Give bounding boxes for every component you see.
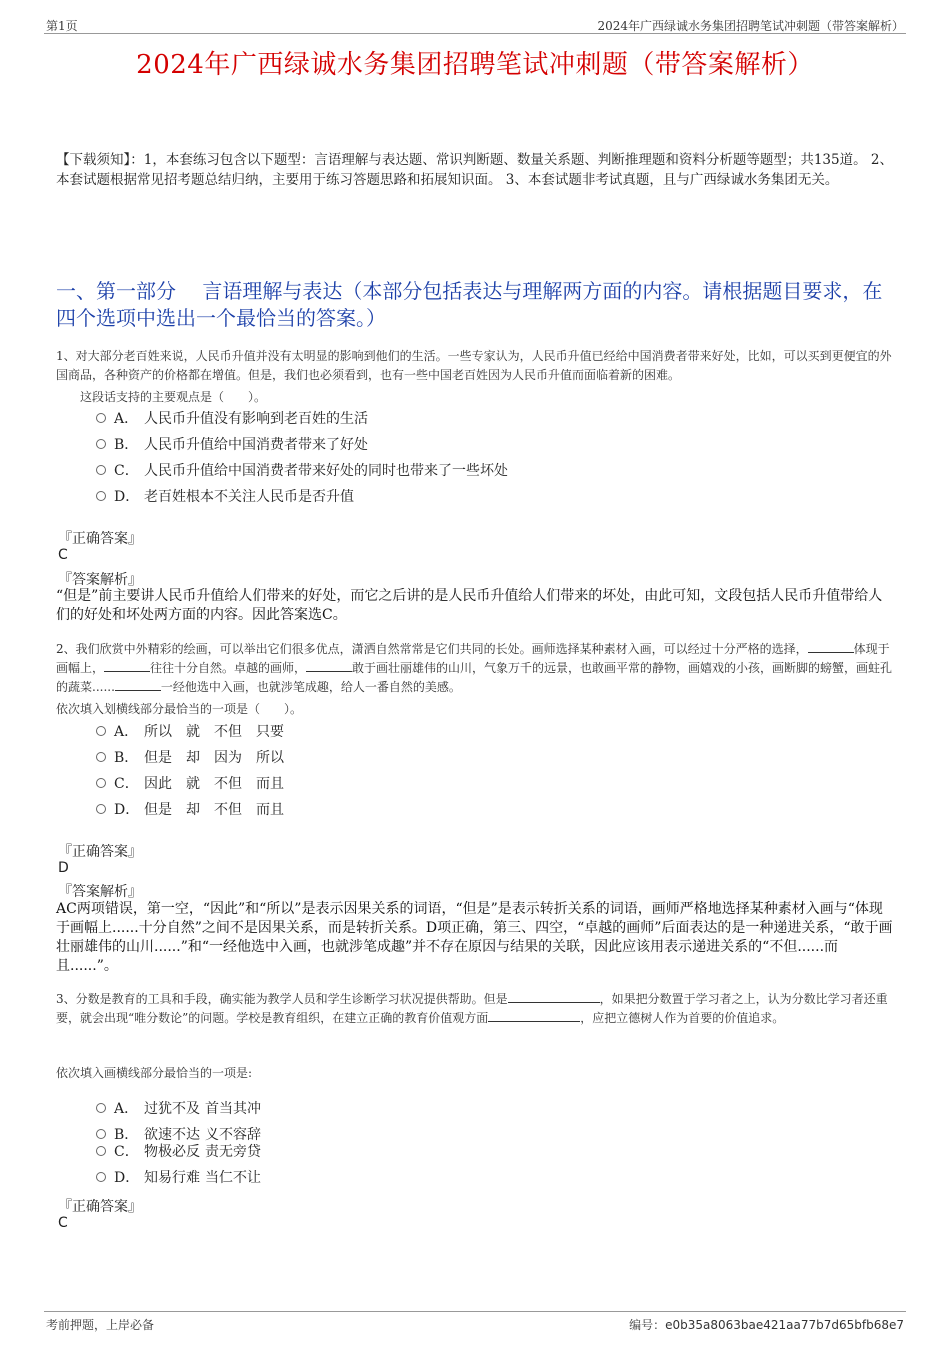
- question-3-option-d[interactable]: [96, 1168, 261, 1188]
- fill-blank-2: [488, 1009, 580, 1022]
- option-word: 但是: [144, 802, 172, 818]
- question-2-answer: D: [58, 860, 69, 876]
- fill-blank-1: [508, 990, 600, 1003]
- question-1-analysis: “但是”前主要讲人民币升值给人们带来的好处，而它之后讲的是人民币升值给人们带来的坏处，由此可知，文段包括人民币升值带给人们的好处和坏处两方面的内容。因此答案选C。: [56, 588, 883, 623]
- option-word: 因此: [144, 776, 172, 792]
- option-word: 所以: [144, 724, 172, 740]
- question-3-stem: [56, 990, 901, 1028]
- option-word: 首当其冲: [205, 1101, 261, 1117]
- option-word: 只要: [256, 724, 284, 740]
- option-key: D．: [114, 489, 140, 505]
- option-key: B．: [114, 750, 139, 766]
- option-key: C．: [114, 1144, 139, 1160]
- question-3-prompt: 依次填入画横线部分最恰当的一项是:: [56, 1066, 253, 1080]
- option-word: 而且: [256, 802, 284, 818]
- question-2-option-d[interactable]: [96, 800, 284, 820]
- question-2-analysis: AC两项错误，第一空，“因此”和“所以”是表示因果关系的词语，“但是”是表示转折关系的词语，画师严格地选择某种素材入画与“体现于画幅上......十分自然”之间不是因果关系，而是转折关系。D项正确，第三、四空，“卓越的画师”后面表达的是一种递进关系，“敢于画壮丽雄伟的山川......”和“一经他选中入画，也就涉笔成趣”并不存在原因与结果的关联，因此应该用表示递进关系的“不但......而且......”。: [56, 901, 893, 974]
- page-number: 第1页: [46, 19, 78, 33]
- question-1-answer: C: [58, 547, 68, 563]
- radio-icon[interactable]: [96, 413, 106, 423]
- option-key: A．: [114, 411, 139, 427]
- option-word: 欲速不达: [144, 1127, 200, 1143]
- option-key: A．: [114, 724, 139, 740]
- question-2-option-a[interactable]: [96, 722, 284, 742]
- option-word: 责无旁贷: [205, 1144, 261, 1160]
- question-3-option-c[interactable]: [96, 1142, 261, 1162]
- radio-icon[interactable]: [96, 752, 106, 762]
- radio-icon[interactable]: [96, 439, 106, 449]
- question-1-option-a[interactable]: [96, 409, 368, 429]
- radio-icon[interactable]: [96, 804, 106, 814]
- radio-icon[interactable]: [96, 491, 106, 501]
- stem-part: ，如果把分数置于学习者之上，认为分数比学习者还重要，就会出现“唯分数论”的问题。学校是教育组织，在建立正确的教育价值观方面: [56, 992, 888, 1025]
- stem-part: 2、我们欣赏中外精彩的绘画，可以举出它们很多优点，潇洒自然常常是它们共同的长处。画师选择某种素材入画，可以经过十分严格的选择，: [56, 642, 808, 656]
- stem-part: 往往十分自然。卓越的画师，: [150, 661, 307, 675]
- footer-slogan: 考前押题，上岸必备: [46, 1318, 155, 1332]
- question-1-option-b[interactable]: [96, 435, 368, 455]
- option-word: 却: [186, 802, 200, 818]
- option-word: 但是: [144, 750, 172, 766]
- radio-icon[interactable]: [96, 778, 106, 788]
- fill-blank-1: [808, 640, 854, 653]
- footer-code: [629, 1316, 904, 1333]
- radio-icon[interactable]: [96, 1103, 106, 1113]
- footer-code-value: e0b35a8063bae421aa77b7d65bfb68e7: [665, 1318, 904, 1332]
- option-key: D．: [114, 1170, 140, 1186]
- question-2-stem: [56, 640, 901, 697]
- option-word: 不但: [214, 724, 242, 740]
- option-word: 而且: [256, 776, 284, 792]
- option-key: C．: [114, 463, 139, 479]
- option-word: 就: [186, 724, 200, 740]
- option-word: 知易行难: [144, 1170, 200, 1186]
- question-2-prompt: 依次填入划横线部分最恰当的一项是（ ）。: [56, 702, 303, 716]
- option-word: 所以: [256, 750, 284, 766]
- option-word: 就: [186, 776, 200, 792]
- footer-divider: [44, 1311, 906, 1312]
- question-1-option-c[interactable]: [96, 461, 508, 481]
- option-key: D．: [114, 802, 140, 818]
- footer-code-label: 编号：: [629, 1318, 666, 1332]
- radio-icon[interactable]: [96, 726, 106, 736]
- question-3-answer-tag: 『正确答案』: [58, 1199, 142, 1215]
- question-2-option-c[interactable]: [96, 774, 284, 794]
- question-2-analysis-tag: 『答案解析』: [58, 884, 142, 900]
- header-divider: [44, 33, 906, 34]
- radio-icon[interactable]: [96, 1172, 106, 1182]
- option-key: B．: [114, 437, 139, 453]
- stem-part: 敢于画壮丽雄伟的山川，气象万千的远景，也敢画平常的静物，画嬉戏的小孩，画断脚的螃蟹，画蛀孔的蔬菜......: [56, 661, 893, 694]
- stem-part: 体现于画幅上，: [56, 642, 890, 675]
- section-heading: 一、第一部分 言语理解与表达（本部分包括表达与理解两方面的内容。请根据题目要求，在四个选项中选出一个最恰当的答案。）: [56, 279, 883, 330]
- option-text: 老百姓根本不关注人民币是否升值: [144, 489, 354, 505]
- stem-part: 3、分数是教育的工具和手段，确实能为教学人员和学生诊断学习状况提供帮助。但是: [56, 992, 508, 1006]
- question-2-option-b[interactable]: [96, 748, 284, 768]
- download-notice: 【下载须知】：1，本套练习包含以下题型：言语理解与表达题、常识判断题、数量关系题、判断推理题和资料分析题等题型；共135道。 2、本套试题根据常见招考题总结归纳，主要用于练习答题思路和拓展知识面。 3、本套试题非考试真题，且与广西绿诚水务集团无关。: [56, 152, 893, 188]
- document-title: 2024年广西绿诚水务集团招聘笔试冲刺题（带答案解析）: [136, 50, 814, 80]
- radio-icon[interactable]: [96, 1146, 106, 1156]
- question-1-prompt: 这段话支持的主要观点是（ ）。: [80, 390, 267, 404]
- option-word: 当仁不让: [205, 1170, 261, 1186]
- option-key: C．: [114, 776, 139, 792]
- question-2-answer-tag: 『正确答案』: [58, 844, 142, 860]
- header-doc-title: 2024年广西绿诚水务集团招聘笔试冲刺题（带答案解析）: [597, 19, 904, 33]
- option-word: 因为: [214, 750, 242, 766]
- option-text: 人民币升值给中国消费者带来了好处: [144, 437, 368, 453]
- option-word: 义不容辞: [205, 1127, 261, 1143]
- option-key: B．: [114, 1127, 139, 1143]
- option-word: 过犹不及: [144, 1101, 200, 1117]
- fill-blank-2: [104, 659, 150, 672]
- option-word: 不但: [214, 776, 242, 792]
- radio-icon[interactable]: [96, 1129, 106, 1139]
- question-3-option-a[interactable]: [96, 1099, 261, 1119]
- radio-icon[interactable]: [96, 465, 106, 475]
- question-1-answer-tag: 『正确答案』: [58, 531, 142, 547]
- option-word: 物极必反: [144, 1144, 200, 1160]
- stem-part: 一经他选中入画，也就涉笔成趣，给人一番自然的美感。: [160, 680, 461, 694]
- option-text: 人民币升值给中国消费者带来好处的同时也带来了一些坏处: [144, 463, 508, 479]
- question-3-answer: C: [58, 1215, 68, 1231]
- fill-blank-3: [306, 659, 352, 672]
- option-word: 却: [186, 750, 200, 766]
- option-text: 人民币升值没有影响到老百姓的生活: [144, 411, 368, 427]
- question-1-stem: 1、对大部分老百姓来说，人民币升值并没有太明显的影响到他们的生活。一些专家认为，人民币升值已经给中国消费者带来好处，比如，可以买到更便宜的外国商品，各种资产的价格都在增值。但是，我们也必须看到，也有一些中国老百姓因为人民币升值而面临着新的困难。: [56, 349, 892, 382]
- fill-blank-4: [115, 678, 161, 691]
- question-1-option-d[interactable]: [96, 487, 354, 507]
- question-1-analysis-tag: 『答案解析』: [58, 572, 142, 588]
- option-key: A．: [114, 1101, 139, 1117]
- option-word: 不但: [214, 802, 242, 818]
- stem-part: ，应把立德树人作为首要的价值追求。: [580, 1011, 785, 1025]
